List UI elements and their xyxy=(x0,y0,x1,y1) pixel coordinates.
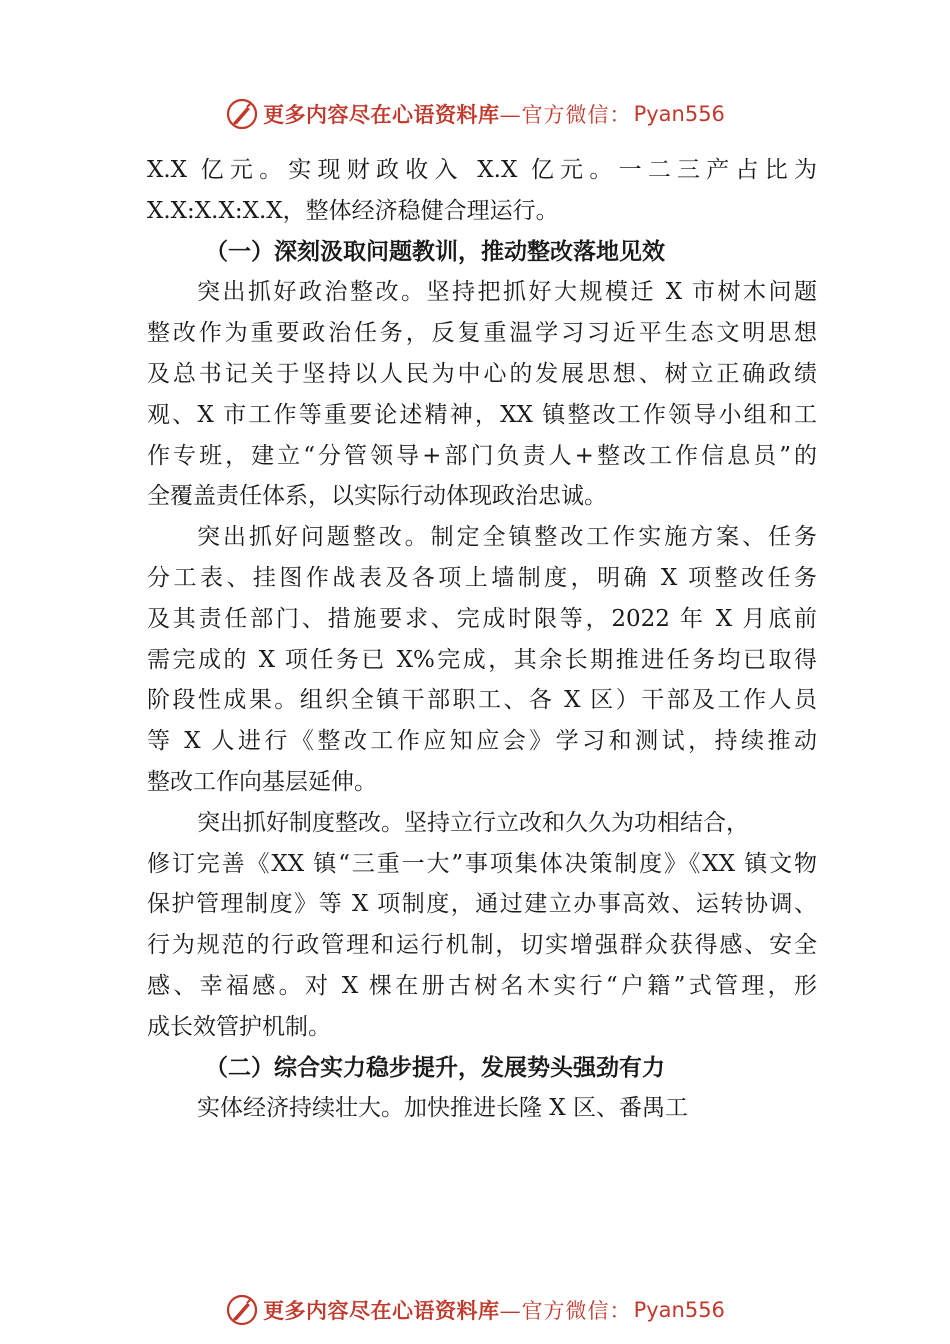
watermark-main-text: 更多内容尽在心语资料库 xyxy=(263,102,500,127)
body-line: 成长效管护机制。 xyxy=(147,1013,331,1040)
body-line: 行为规范的行政管理和运行机制，切实增强群众获得感、安全 xyxy=(147,932,817,959)
watermark-main-text: 更多内容尽在心语资料库 xyxy=(263,1298,500,1323)
body-line: 整改作为重要政治任务，反复重温学习习近平生态文明思想 xyxy=(147,320,817,347)
body-line: 作专班，建立“分管领导+部门负责人+整改工作信息员”的 xyxy=(147,442,817,469)
body-line: 整改工作向基层延伸。 xyxy=(147,768,377,795)
watermark-sub-text: —官方微信： xyxy=(499,103,632,127)
pen-logo-icon xyxy=(225,1293,259,1327)
body-line: 分工表、挂图作战表及各项上墙制度，明确 X 项整改任务 xyxy=(147,564,817,591)
watermark-account: Pyan556 xyxy=(633,1298,725,1322)
body-line: 修订完善《XX 镇“三重一大”事项集体决策制度》《XX 镇文物 xyxy=(147,850,817,877)
section-heading: （一）深刻汲取问题教训，推动整改落地见效 xyxy=(205,237,665,265)
body-line: X.X:X.X:X.X，整体经济稳健合理运行。 xyxy=(147,197,559,224)
body-line: 阶段性成果。组织全镇干部职工、各 X 区）干部及工作人员 xyxy=(147,687,817,714)
body-line: 需完成的 X 项任务已 X%完成，其余长期推进任务均已取得 xyxy=(147,646,817,673)
paragraph-start-line: 实体经济持续壮大。加快推进长隆 X 区、番禺工 xyxy=(197,1095,688,1122)
watermark-account: Pyan556 xyxy=(633,102,725,126)
body-line: 全覆盖责任体系，以实际行动体现政治忠诚。 xyxy=(147,483,607,510)
body-line: 及其责任部门、措施要求、完成时限等，2022 年 X 月底前 xyxy=(147,605,817,632)
paragraph-start-line: 突出抓好政治整改。坚持把抓好大规模迁 X 市树木问题 xyxy=(197,279,817,306)
body-line: 及总书记关于坚持以人民为中心的发展思想、树立正确政绩 xyxy=(147,360,817,387)
body-line: 感、幸福感。对 X 棵在册古树名木实行“户籍”式管理，形 xyxy=(147,972,817,999)
body-line: 保护管理制度》等 X 项制度，通过建立办事高效、运转协调、 xyxy=(147,891,817,918)
paragraph-start-line: 突出抓好问题整改。制定全镇整改工作实施方案、任务 xyxy=(197,524,817,551)
watermark-sub-text: —官方微信： xyxy=(499,1299,632,1323)
paragraph-start-line: 突出抓好制度整改。坚持立行立改和久久为功相结合， xyxy=(197,809,749,836)
watermark-footer xyxy=(0,1290,950,1330)
body-line: X.X 亿元。实现财政收入 X.X 亿元。一二三产占比为 xyxy=(147,157,817,183)
body-line: 观、X 市工作等重要论述精神，XX 镇整改工作领导小组和工 xyxy=(147,401,817,428)
body-line: 等 X 人进行《整改工作应知应会》学习和测试，持续推动 xyxy=(147,728,817,755)
pen-logo-icon xyxy=(225,97,259,131)
watermark-header xyxy=(0,94,950,134)
section-heading: （二）综合实力稳步提升，发展势头强劲有力 xyxy=(205,1053,665,1081)
document-body xyxy=(147,150,817,1129)
